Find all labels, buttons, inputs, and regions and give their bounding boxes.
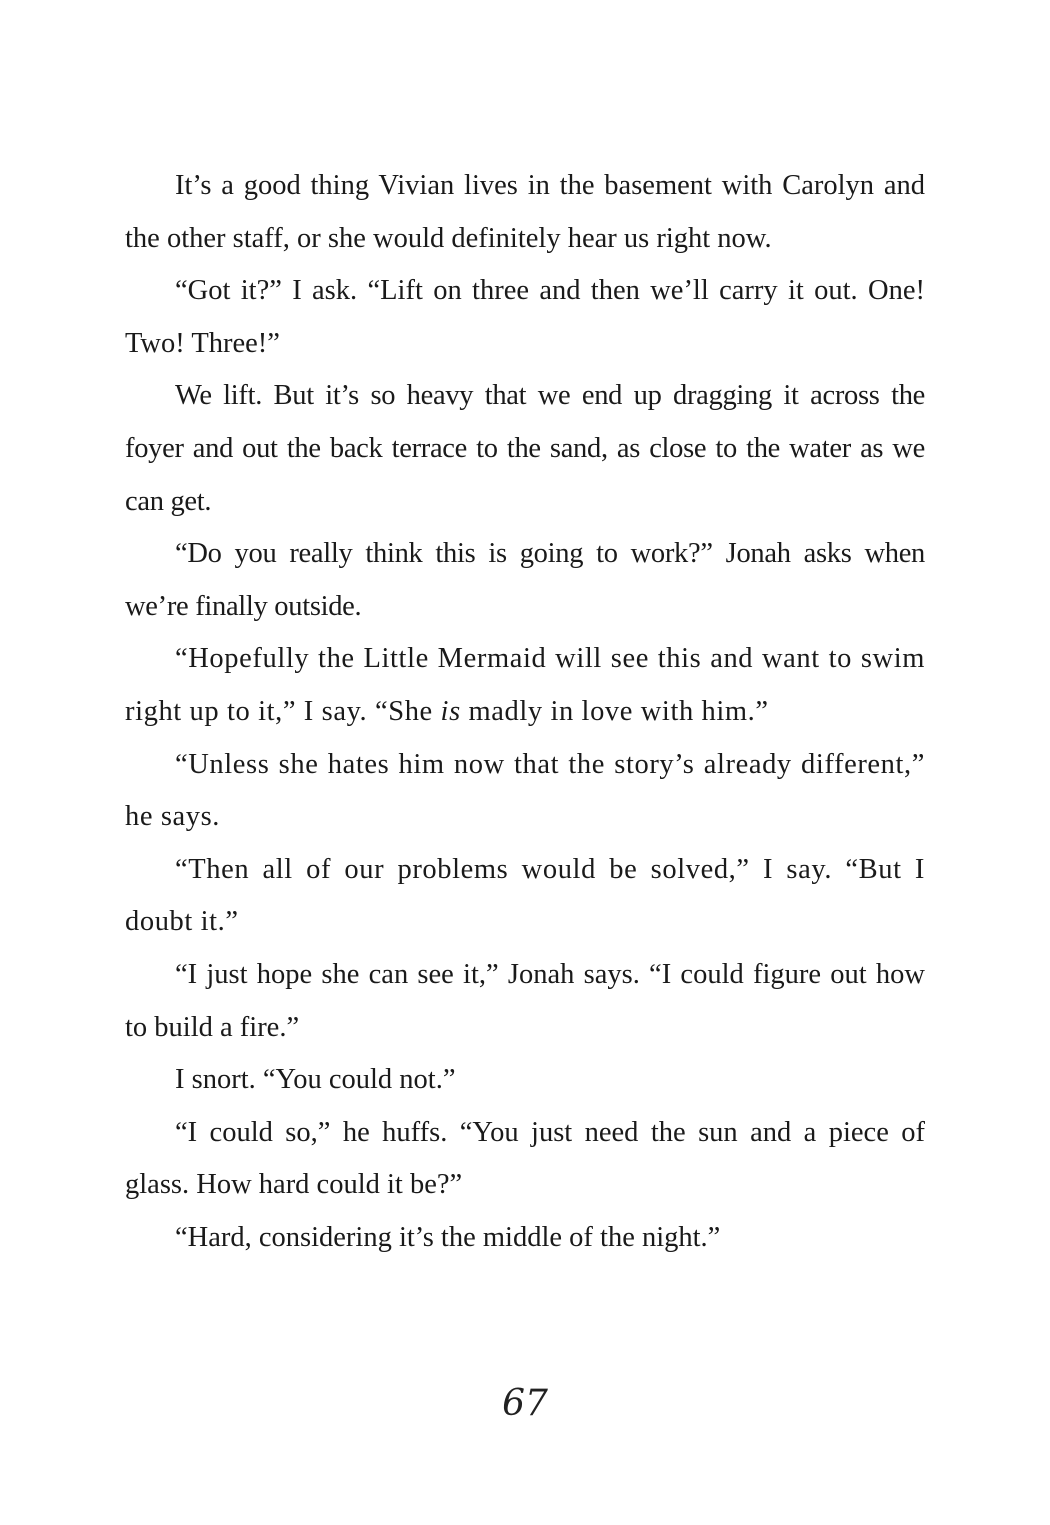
paragraph: I snort. “You could not.” [175, 1064, 456, 1096]
paragraph: We lift. But it’s so heavy that we end up dragging it across the foyer and out the back terrace to the sand, as close to the water as we can get. [125, 380, 925, 517]
paragraph: It’s a good thing Vivian lives in the basement with Carolyn and the other staff, or she would definitely hear us right now. [125, 170, 925, 254]
body-text [125, 160, 925, 1264]
paragraph: “Do you really think this is going to work?” Jonah asks when we’re finally outside. [125, 538, 925, 622]
paragraph: “Unless she hates him now that the story’s already different,” he says. [125, 748, 925, 833]
paragraph: “I just hope she can see it,” Jonah says. “I could figure out how to build a fire.” [125, 958, 925, 1043]
page-number: 67 [502, 1383, 548, 1424]
paragraph-text: madly in love with him.” [460, 695, 769, 727]
paragraph [125, 633, 925, 738]
paragraph: “I could so,” he huffs. “You just need the sun and a piece of glass. How hard could it be?” [125, 1116, 925, 1201]
paragraph: “Got it?” I ask. “Lift on three and then we’ll carry it out. One! Two! Three!” [125, 275, 925, 359]
paragraph: “Then all of our problems would be solved,” I say. “But I doubt it.” [125, 853, 925, 938]
paragraph-text: “Hopefully the Little Mermaid will see this and want to swim right up to it,” I say. “She [125, 643, 925, 727]
emphasis-text: is [440, 695, 461, 727]
paragraph: “Hard, considering it’s the middle of the night.” [175, 1221, 721, 1253]
